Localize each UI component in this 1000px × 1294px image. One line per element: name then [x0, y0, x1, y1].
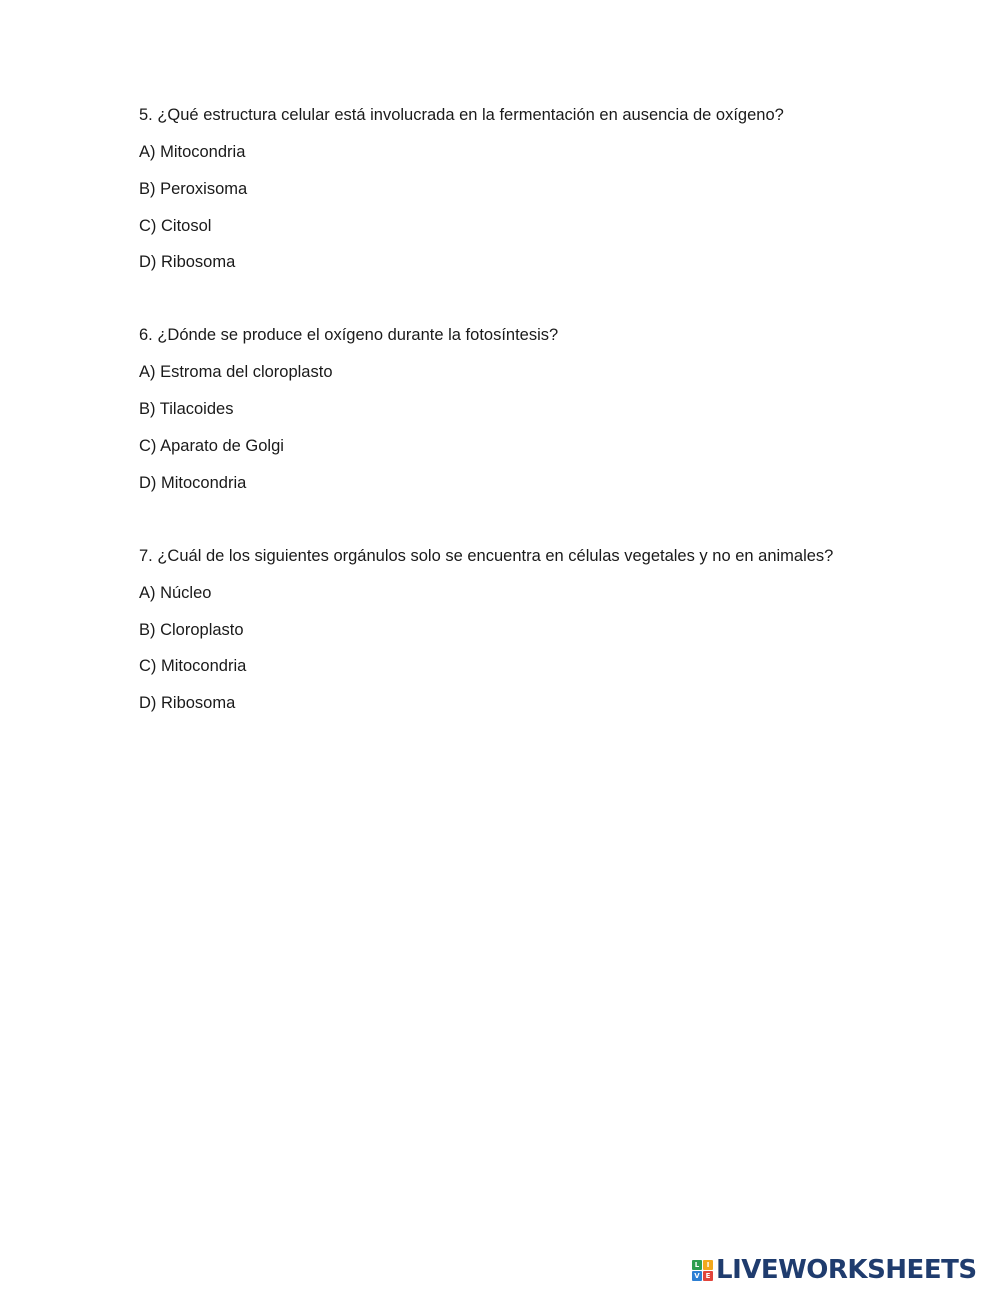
question-5-option-d: D) Ribosoma [139, 253, 236, 271]
logo-cell-i: I [703, 1260, 713, 1270]
liveworksheets-logo [692, 1255, 977, 1285]
question-6-option-d: D) Mitocondria [139, 474, 247, 492]
question-6-prompt: 6. ¿Dónde se produce el oxígeno durante la fotosíntesis? [139, 326, 559, 344]
question-5-prompt: 5. ¿Qué estructura celular está involucrada en la fermentación en ausencia de oxígeno? [139, 106, 784, 124]
question-5-option-c: C) Citosol [139, 217, 212, 235]
question-6-option-b: B) Tilacoides [139, 400, 234, 418]
liveworksheets-logo-text: LIVEWORKSHEETS [716, 1255, 977, 1285]
logo-cell-v: V [692, 1271, 702, 1281]
question-7-prompt: 7. ¿Cuál de los siguientes orgánulos solo se encuentra en células vegetales y no en animales? [139, 547, 834, 565]
logo-cell-l: L [692, 1260, 702, 1270]
logo-cell-e: E [703, 1271, 713, 1281]
question-7-option-a: A) Núcleo [139, 584, 212, 602]
question-7-option-d: D) Ribosoma [139, 694, 236, 712]
question-5-option-b: B) Peroxisoma [139, 180, 248, 198]
question-6-option-a: A) Estroma del cloroplasto [139, 363, 333, 381]
question-7-option-c: C) Mitocondria [139, 657, 247, 675]
question-6-option-c: C) Aparato de Golgi [139, 437, 284, 455]
question-7-option-b: B) Cloroplasto [139, 621, 244, 639]
question-5-option-a: A) Mitocondria [139, 143, 246, 161]
liveworksheets-logo-icon [692, 1260, 713, 1281]
